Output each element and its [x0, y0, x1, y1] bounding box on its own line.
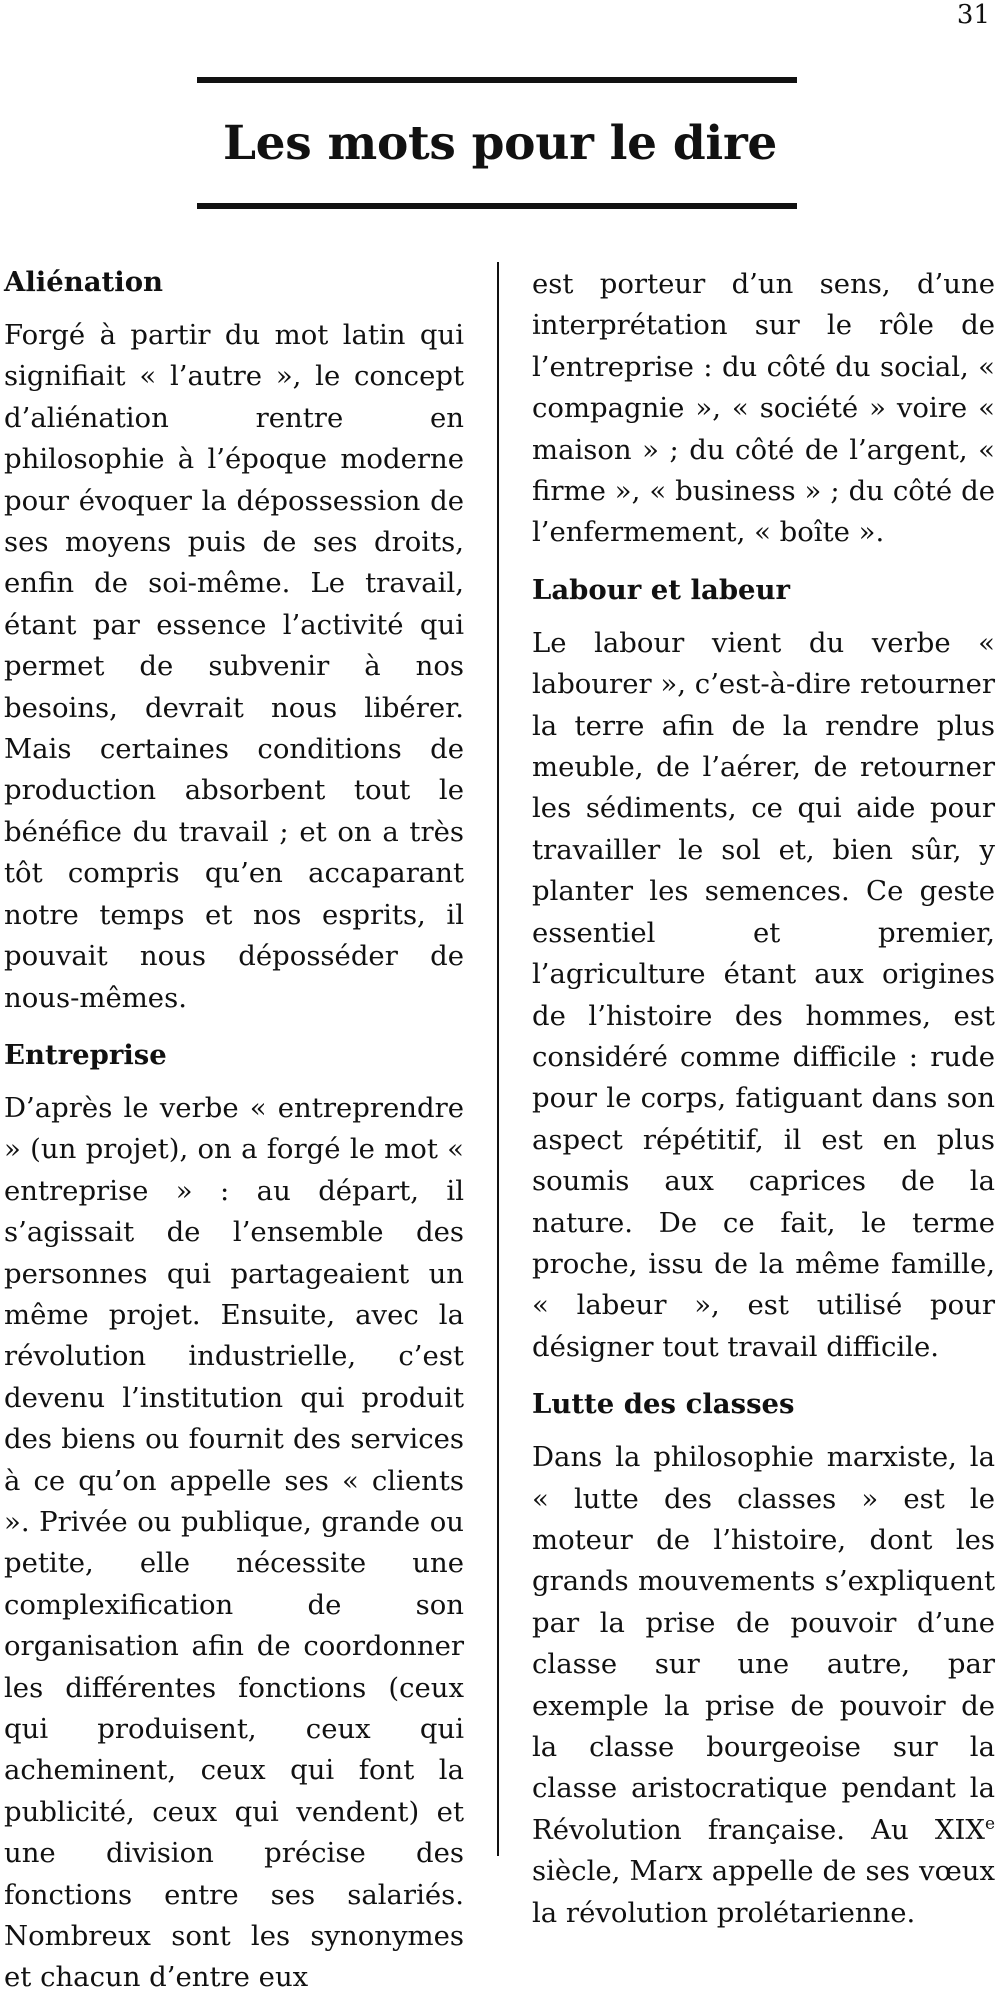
entry-text: Le labour vient du verbe « labourer », c’est-à-dire retourner la terre afin de la rendre plus meuble, de l’aérer, de retourner les sédiments, ce qui aide pour travailler le sol et, bien sûr, y planter les semences. Ce geste essentiel et premier, l’agriculture étant aux origines de l’histoire des hommes, est considéré comme difficile : rude pour le corps, fatiguant dans son aspect répétitif, il est en plus soumis aux caprices de la nature. De ce fait, le terme proche, issu de la même famille, « labeur », est utilisé pour désigner tout travail difficile. [532, 626, 995, 1363]
entry-heading: Entreprise [4, 1038, 167, 1071]
entry-labour-et-labeur [532, 570, 995, 1368]
entry-alienation [4, 262, 464, 1019]
page-number: 31 [956, 0, 990, 30]
entry-text: D’après le verbe « entreprendre » (un projet), on a forgé le mot « entreprise » : au départ, il s’agissait de l’ensemble des personnes qui partageaient un même projet. Ensuite, avec la révolution industrielle, c’est devenu l’institution qui produit des biens ou fournit des services à ce qu’on appelle ses « clients ». Privée ou publique, grande ou petite, elle nécessite une complexification de son organisation afin de coordonner les différentes fonctions (ceux qui produisent, ceux qui acheminent, ceux qui font la publicité, ceux qui vendent) et une division précise des fonctions entre ses salariés. Nombreux sont les synonymes et chacun d’entre eux [4, 1091, 464, 1994]
entry-heading: Lutte des classes [532, 1388, 795, 1421]
text-segment: siècle, Marx appelle de ses vœux la révolution prolétarienne. [532, 1855, 995, 1929]
title-rule-top [197, 77, 797, 83]
right-column [532, 264, 995, 1934]
entry-entreprise [4, 1035, 464, 1999]
column-divider [497, 262, 499, 1856]
entry-text [532, 1437, 995, 1934]
text-segment: Dans la philosophie marxiste, la « lutte des classes » est le moteur de l’histoire, dont les grands mouvements s’expliquent par la prise de pouvoir d’une classe sur une autre, par exemple la prise de pouvoir de la classe bourgeoise sur la classe aristocratique pendant la Révolution française. Au [532, 1441, 995, 1846]
left-column [4, 262, 464, 1999]
page-title: Les mots pour le dire [222, 116, 778, 171]
entry-lutte-des-classes [532, 1384, 995, 1934]
century-numeral: XIX [934, 1813, 985, 1846]
title-rule-bottom [197, 203, 797, 209]
entry-heading: Aliénation [4, 266, 164, 298]
entry-text-continued: est porteur d’un sens, d’une interprétation sur le rôle de l’entreprise : du côté du social, « compagnie », « société » voire « maison » ; du côté de l’argent, « firme », « business » ; du côté de l’enfermement, « boîte ». [532, 268, 995, 549]
entry-text: Forgé à partir du mot latin qui signifiait « l’autre », le concept d’aliénation rentre en philosophie à l’époque moderne pour évoquer la dépossession de ses moyens puis de ses droits, enfin de soi-même. Le travail, étant par essence l’activité qui permet de subvenir à nos besoins, devrait nous libérer. Mais certaines conditions de production absorbent tout le bénéfice du travail ; et on a très tôt compris qu’en accaparant notre temps et nos esprits, il pouvait nous déposséder de nous-mêmes. [4, 319, 464, 1014]
century-superscript: e [984, 1813, 995, 1834]
entry-heading: Labour et labeur [532, 573, 791, 606]
